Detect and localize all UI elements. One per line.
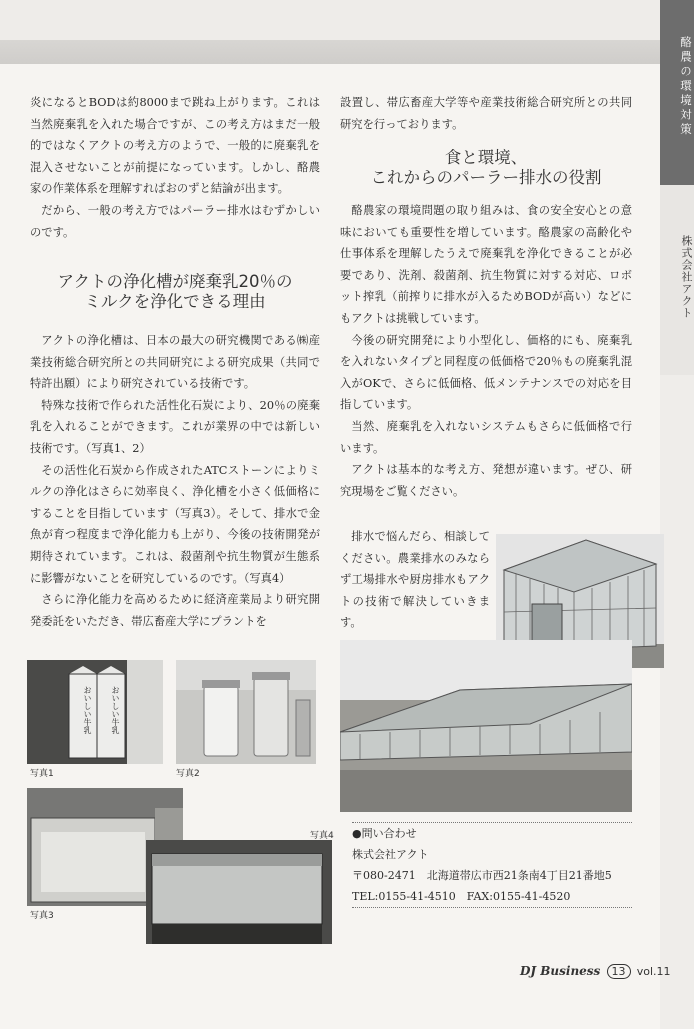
- paragraph: 当然、廃棄乳を入れないシステムもさらに低価格で行います。: [340, 419, 632, 455]
- side-strip: [660, 375, 694, 1029]
- greenhouse-illustration: [340, 640, 632, 812]
- paragraph: 酪農家の環境問題の取り組みは、食の安全安心との意味においても重要性を増しています。酪農家の高齢化や仕事体系を理解したうえで廃棄乳を浄化できることが必要であり、洗剤、殺菌剤、抗生物質に対する対応、ロボット搾乳（前搾りに排水が入るためBODが高い）などにもアクトは挑戦しています。: [340, 204, 632, 325]
- paragraph: 特殊な技術で作られた活性化石炭により、20％の廃棄乳を入れることができます。これが業界の中では新しい技術です。（写真1、2）: [30, 398, 320, 455]
- photo-4: [146, 840, 332, 944]
- header-band: [0, 0, 660, 40]
- paragraph: 排水で悩んだら、相談してください。農業排水のみならず工場排水や厨房排水もアクトの技術で解決していきます。: [340, 530, 490, 630]
- heading-line: アクトの浄化槽が廃棄乳20％の: [57, 272, 293, 291]
- contact-block: [352, 822, 632, 908]
- paragraph: アクトは基本的な考え方、発想が違います。ぜひ、研究現場をご覧ください。: [340, 463, 632, 498]
- company-tab: [660, 185, 694, 375]
- caption-photo-3: 写真3: [30, 911, 54, 921]
- left-column-body: [30, 330, 320, 632]
- heading-food-environment: [340, 148, 632, 188]
- footer: [520, 964, 671, 979]
- right-column-narrow: [340, 526, 490, 634]
- paragraph: 炎になるとBODは約8000まで跳ね上がります。これは当然廃棄乳を入れた場合ですが、この考え方はまだ一般的ではなくアクトの考え方のようで、一般的に廃棄乳を混入させないことが前提になっています。しかし、酪農家の作業体系を理解すればおのずと結論が出ます。: [30, 96, 320, 196]
- paragraph: その活性化石炭から作成されたATCストーンによりミルクの浄化はさらに効率良く、浄化槽を小さく低価格にすることを目指しています（写真3）。そして、排水で金魚が育つ程度まで浄化能力も上がり、今後の技術開発が期待されています。これは、殺菌剤や抗生物質が生態系に影響がないことを研究しているのです。（写真4）: [30, 463, 320, 585]
- right-column-body: [340, 200, 632, 502]
- jars-illustration: [176, 660, 316, 764]
- heading-line: これからのパーラー排水の役割: [370, 168, 602, 187]
- contact-company: 株式会社アクト: [352, 848, 429, 861]
- caption-photo-4: 写真4: [310, 831, 334, 841]
- heading-line: ミルクを浄化できる理由: [84, 292, 266, 311]
- right-column-top: [340, 92, 632, 135]
- greenhouse-photo-large: [340, 640, 632, 812]
- section-tab: [660, 0, 694, 185]
- header-stripe: [0, 40, 660, 64]
- paragraph: 設置し、帯広畜産大学等や産業技術総合研究所との共同研究を行っております。: [340, 96, 632, 131]
- paragraph: 今後の研究開発により小型化し、価格的にも、廃棄乳を入れないタイプと同程度の低価格で20％もの廃棄乳混入がOKで、さらに低価格、低メンテナンスでの対応を目指しています。: [340, 333, 632, 412]
- section-tab-label: 酪農の環境対策: [679, 36, 693, 138]
- page-number: 13: [607, 964, 631, 979]
- paragraph: だから、一般の考え方ではパーラー排水はむずかしいのです。: [30, 203, 320, 239]
- carton-label: おいしい牛乳: [83, 686, 92, 734]
- caption-photo-2: 写真2: [176, 769, 200, 779]
- paragraph: さらに浄化能力を高めるために経済産業局より研究開発委託をいただき、帯広畜産大学にプラントを: [30, 593, 320, 628]
- caption-photo-1: 写真1: [30, 769, 54, 779]
- heading-purification-reason: [30, 272, 320, 312]
- left-column: [30, 92, 320, 243]
- volume-label: vol.11: [636, 965, 671, 978]
- photo-2: [176, 660, 316, 764]
- contact-title: ●問い合わせ: [352, 827, 417, 840]
- carton-label: おいしい牛乳: [111, 686, 120, 734]
- paragraph: アクトの浄化槽は、日本の最大の研究機関である㈱産業技術総合研究所との共同研究による研究成果（共同で特許出願）により研究されている技術です。: [30, 334, 320, 391]
- contact-address: 〒080-2471 北海道帯広市西21条南4丁目21番地5: [352, 869, 612, 882]
- company-tab-label: 株式会社アクト: [680, 235, 693, 319]
- contact-phone: TEL:0155-41-4510 FAX:0155-41-4520: [352, 890, 571, 903]
- photo-1: [27, 660, 163, 764]
- aquarium-illustration: [146, 840, 332, 944]
- milk-cartons-illustration: [27, 660, 163, 764]
- divider: [352, 907, 632, 908]
- heading-line: 食と環境、: [444, 148, 528, 167]
- footer-brand: DJ Business: [520, 964, 601, 978]
